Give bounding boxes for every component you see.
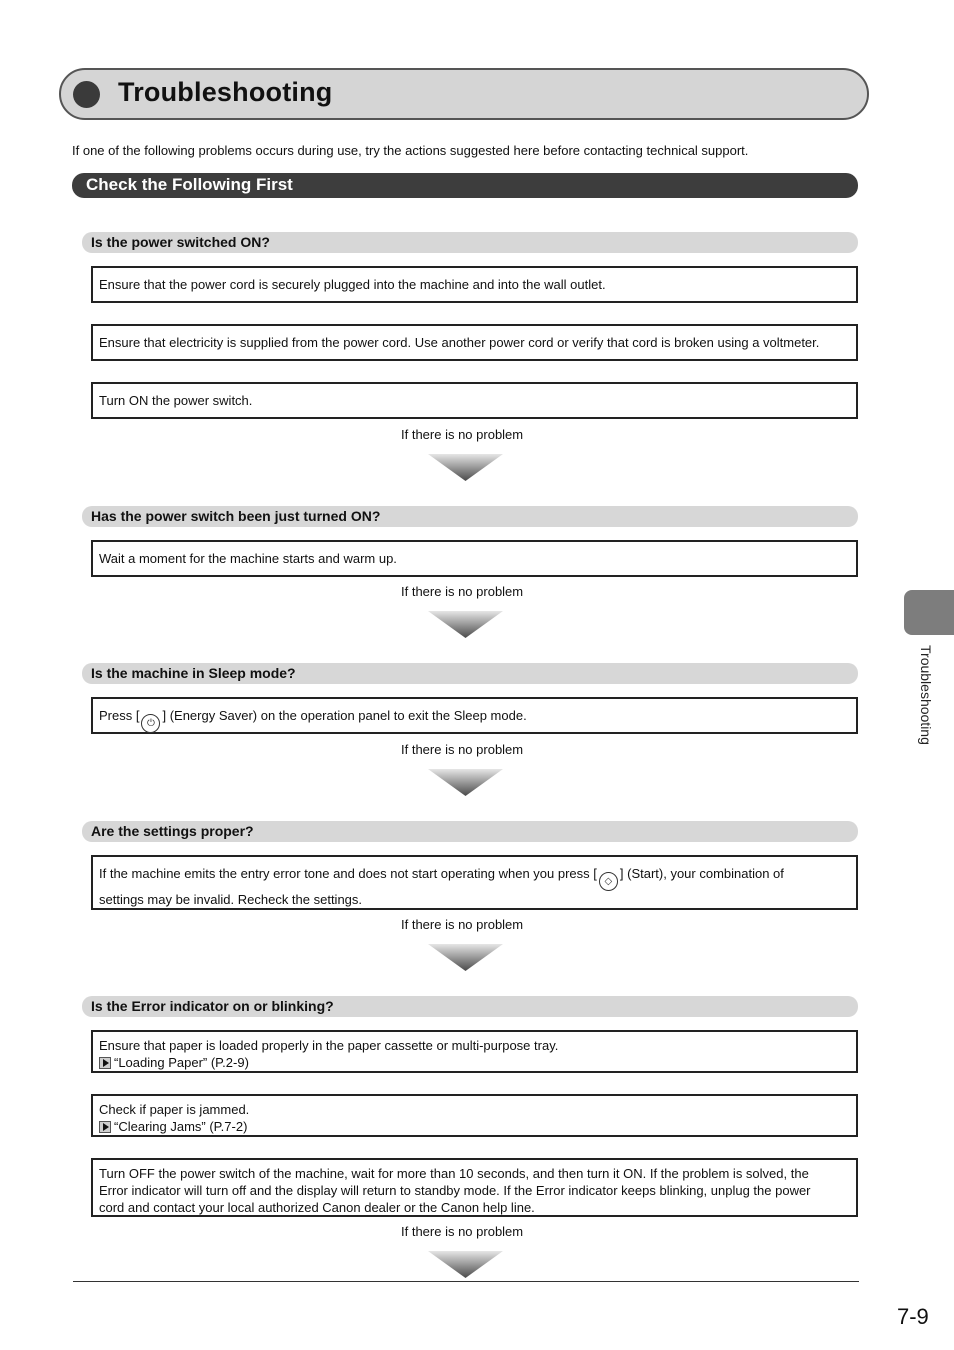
action-text: Check if paper is jammed. (99, 1102, 250, 1117)
action-box (91, 540, 858, 577)
down-arrow-icon (428, 1251, 503, 1278)
text-start: ] (Start), your combination of (619, 866, 784, 881)
down-arrow-icon (428, 944, 503, 971)
text-press: Press [ (99, 708, 140, 723)
question-heading: Is the Error indicator on or blinking? (91, 998, 334, 1014)
question-heading: Has the power switch been just turned ON? (91, 508, 381, 524)
question-heading: Are the settings proper? (91, 823, 254, 839)
no-problem-label: If there is no problem (401, 1224, 524, 1239)
action-box (91, 855, 858, 910)
text-energy-saver: ] (Energy Saver) on the operation panel to exit the Sleep mode. (162, 708, 527, 723)
no-problem-label: If there is no problem (401, 427, 524, 442)
no-problem-label: If there is no problem (401, 742, 524, 757)
section-heading: Check the Following First (86, 175, 293, 194)
question-heading: Is the machine in Sleep mode? (91, 665, 296, 681)
text-entry-error: If the machine emits the entry error tone and does not start operating when you press [ (99, 866, 597, 881)
chapter-tab (904, 590, 954, 635)
down-arrow-icon (428, 611, 503, 638)
action-text (99, 707, 850, 733)
action-box (91, 1030, 858, 1073)
reference-arrow-icon (99, 1057, 111, 1069)
action-text: Ensure that paper is loaded properly in the paper cassette or multi-purpose tray. (99, 1038, 559, 1053)
action-box (91, 1158, 858, 1217)
reference-arrow-icon (99, 1121, 111, 1133)
reference-link[interactable] (99, 1118, 850, 1135)
bottom-rule (73, 1281, 859, 1282)
no-problem-label: If there is no problem (401, 917, 524, 932)
action-text: Ensure that the power cord is securely plugged into the machine and into the wall outlet. (99, 277, 606, 292)
action-text: Ensure that electricity is supplied from the power cord. Use another power cord or verify that cord is broken using a voltmeter. (99, 335, 820, 350)
action-text: Turn ON the power switch. (99, 393, 253, 408)
action-text: cord and contact your local authorized Canon dealer or the Canon help line. (99, 1200, 535, 1215)
page-number: 7-9 (897, 1304, 929, 1329)
action-box (91, 324, 858, 361)
page-title: Troubleshooting (118, 77, 333, 107)
no-problem-label: If there is no problem (401, 584, 524, 599)
reference-text: “Clearing Jams” (P.7-2) (114, 1119, 248, 1134)
action-text: settings may be invalid. Recheck the settings. (99, 892, 363, 907)
energy-saver-icon: ⏻ (141, 714, 160, 733)
action-text: Error indicator will turn off and the display will return to standby mode. If the Error indicator keeps blinking, unplug the power (99, 1183, 811, 1198)
action-text: Wait a moment for the machine starts and warm up. (99, 551, 397, 566)
action-box (91, 697, 858, 734)
start-icon: ◇ (599, 872, 618, 891)
down-arrow-icon (428, 454, 503, 481)
action-box (91, 1094, 858, 1137)
action-box (91, 382, 858, 419)
action-box (91, 266, 858, 303)
action-text: Turn OFF the power switch of the machine, wait for more than 10 seconds, and then turn it ON. If the problem is solved, the (99, 1166, 809, 1181)
reference-text: “Loading Paper” (P.2-9) (114, 1055, 249, 1070)
chapter-label: Troubleshooting (918, 645, 934, 745)
question-heading: Is the power switched ON? (91, 234, 270, 250)
intro-text: If one of the following problems occurs during use, try the actions suggested here before contacting technical support. (72, 143, 749, 158)
action-text (99, 865, 850, 891)
bullet-icon (73, 81, 100, 108)
reference-link[interactable] (99, 1054, 850, 1071)
down-arrow-icon (428, 769, 503, 796)
